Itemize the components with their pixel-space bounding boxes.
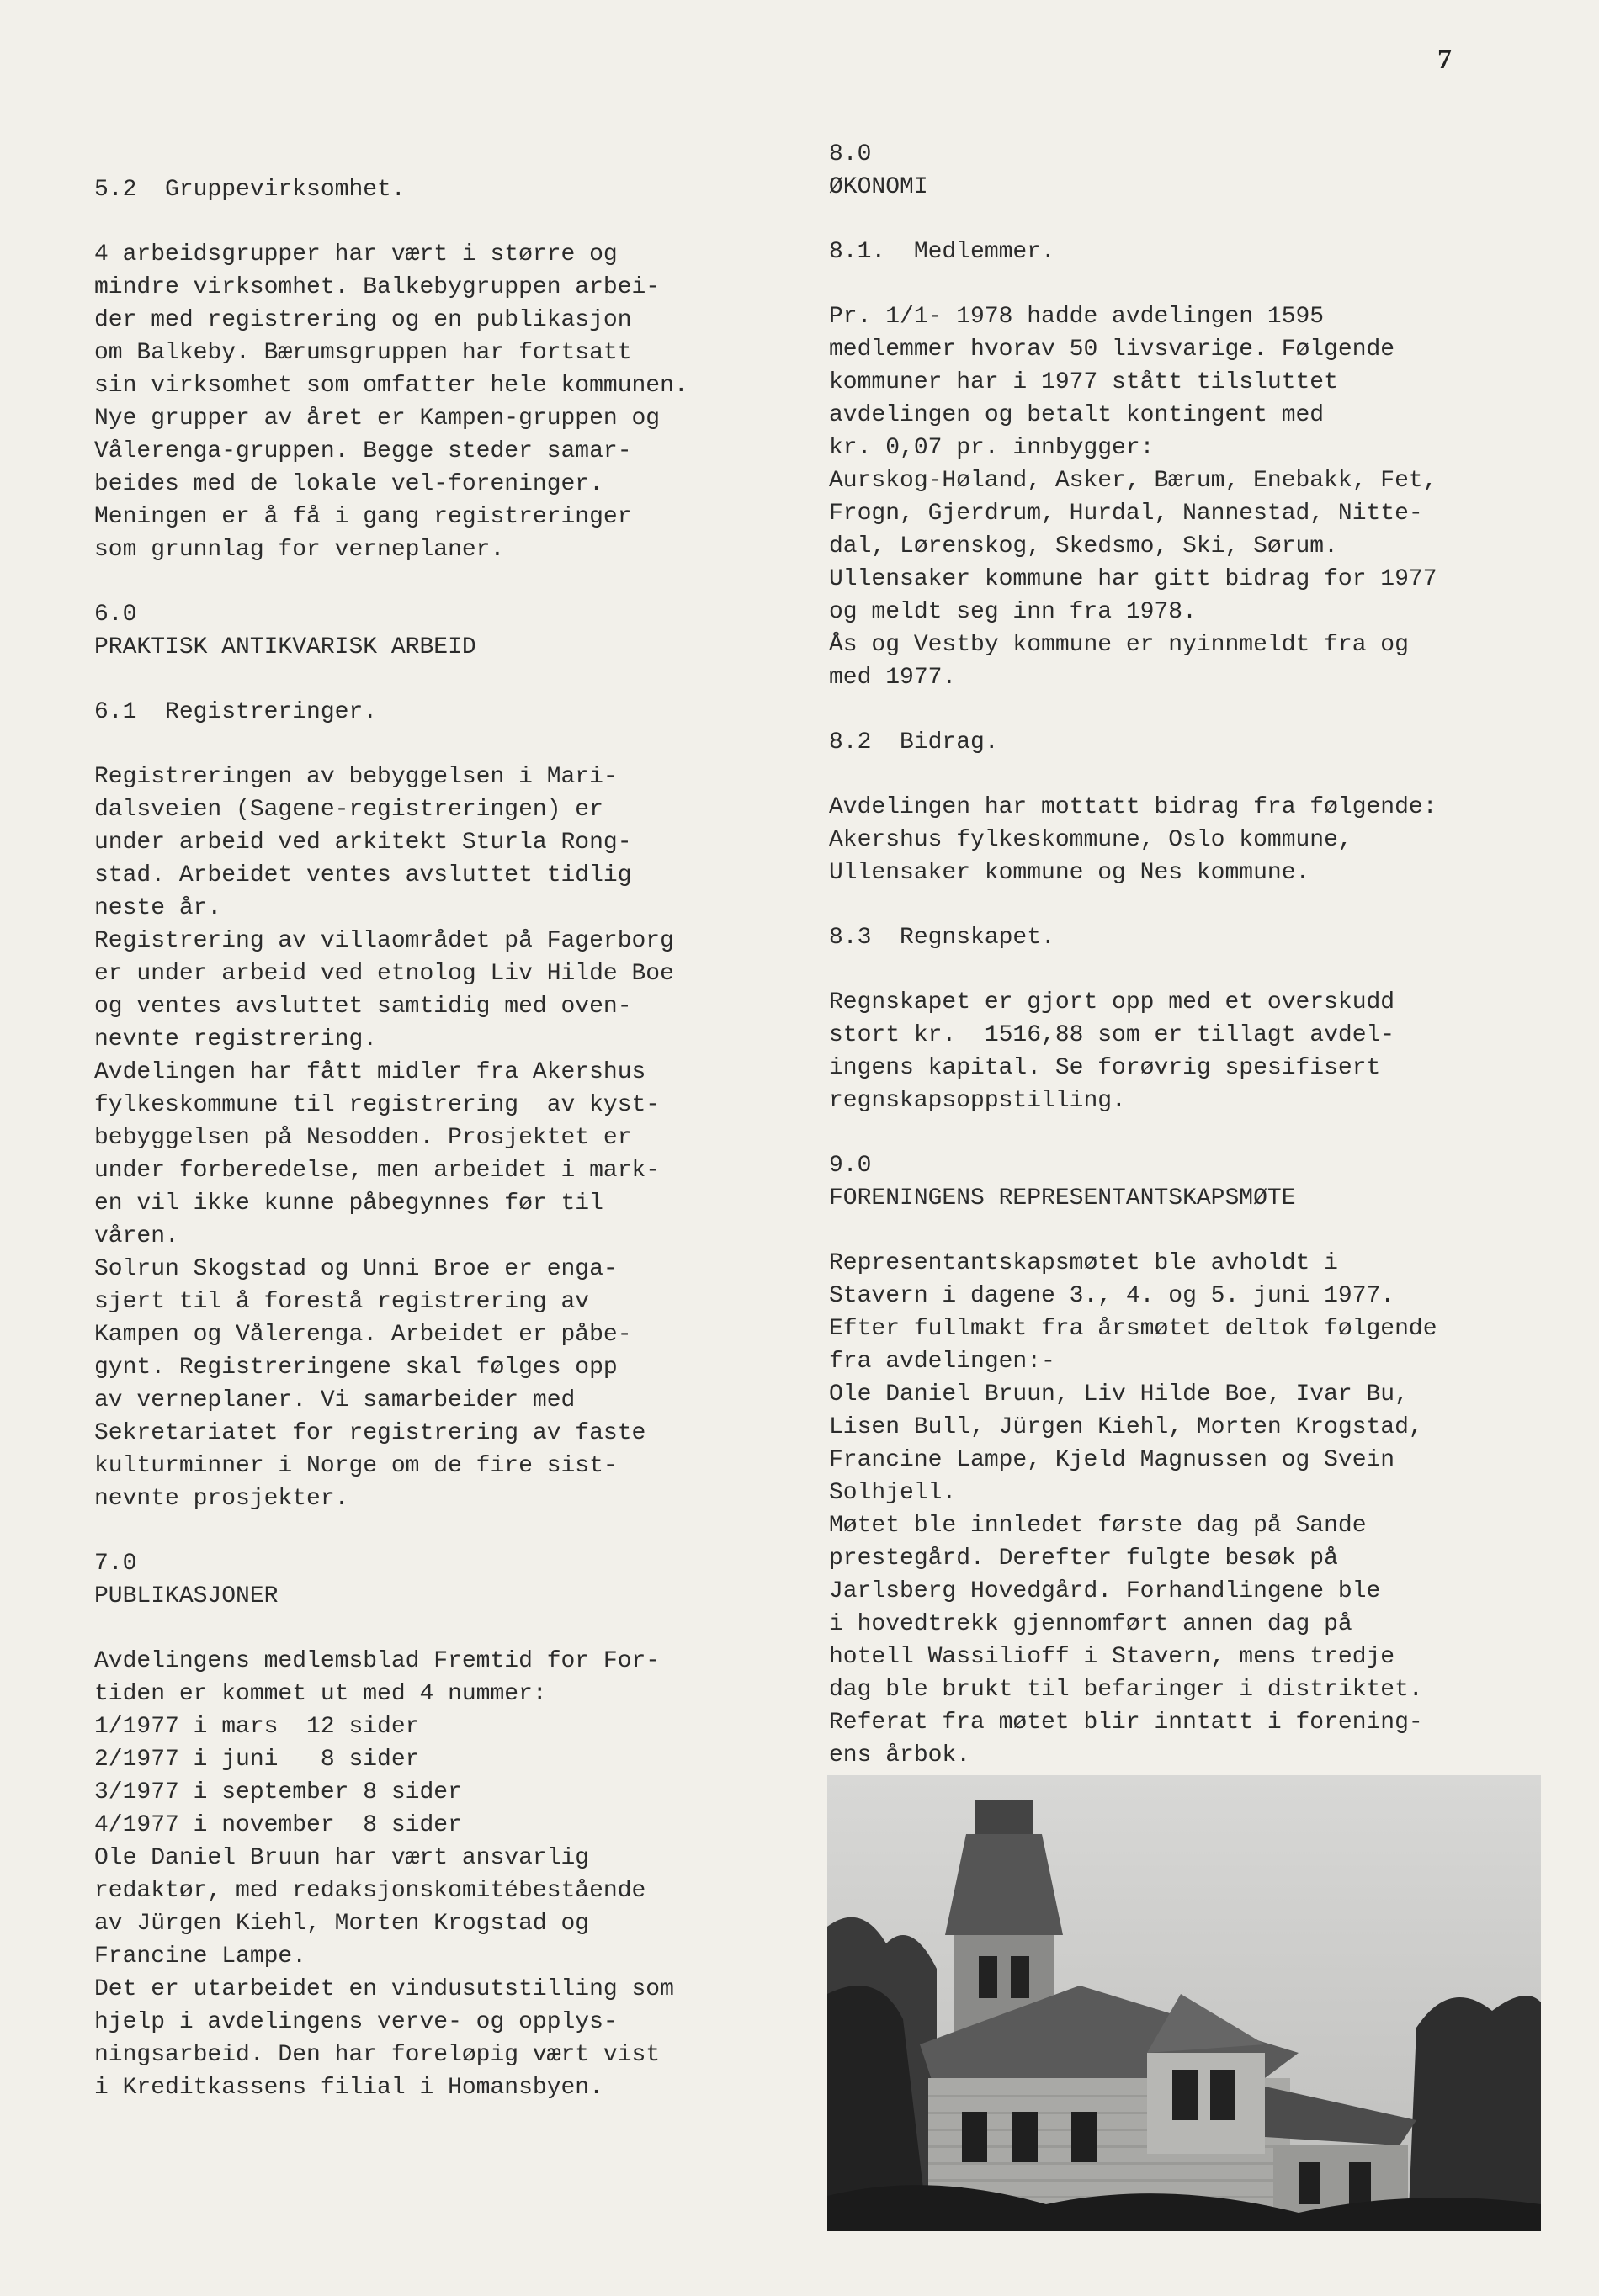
text-line: hjelp i avdelingens verve- og opplys- [94,2009,618,2035]
text-line: 6.0 [94,602,137,628]
text-line: en vil ikke kunne påbegynnes før til [94,1190,603,1217]
paragraph [94,761,810,1515]
text-line: Ullensaker kommune har gitt bidrag for 1977 [829,566,1437,592]
text-line: dag ble brukt til befaringer i distriktet. [829,1677,1423,1703]
text-line: i hovedtrekk gjennomført annen dag på [829,1611,1352,1637]
block-spacer [829,1117,1544,1149]
text-line: Ås og Vestby kommune er nyinnmeldt fra og [829,632,1409,658]
text-line: Francine Lampe. [94,1943,307,1970]
text-line: 9.0 [829,1153,872,1179]
text-line: og meldt seg inn fra 1978. [829,599,1197,625]
text-line: under arbeid ved arkitekt Sturla Rong- [94,830,632,856]
section-heading [94,598,810,664]
section-heading [94,696,810,729]
text-line: Ole Daniel Bruun har vært ansvarlig [94,1845,590,1871]
section-heading [94,173,810,206]
text-line: Solrun Skogstad og Unni Broe er enga- [94,1256,618,1282]
paragraph [94,238,810,566]
text-line: som grunnlag for verneplaner. [94,537,505,563]
house-photograph [827,1775,1541,2231]
text-line: Ullensaker kommune og Nes kommune. [829,860,1310,886]
text-line: 4/1977 i november 8 sider [94,1812,462,1838]
page-number: 7 [1437,44,1452,75]
text-line: ØKONOMI [829,174,928,200]
text-line: Aurskog-Høland, Asker, Bærum, Enebakk, Fet, [829,468,1437,494]
block-spacer [829,268,1544,300]
right-column [829,138,1544,1772]
text-line: Regnskapet er gjort opp med et overskudd [829,989,1395,1015]
text-line: Lisen Bull, Jürgen Kiehl, Morten Krogstad, [829,1414,1423,1440]
text-line: Avdelingen har mottatt bidrag fra følgende: [829,794,1437,820]
text-line: 4 arbeidsgrupper har vært i større og [94,241,618,268]
paragraph [94,1645,810,2104]
text-line: 7.0 [94,1551,137,1577]
text-line: sjert til å forestå registrering av [94,1289,590,1315]
text-line: stad. Arbeidet ventes avsluttet tidlig [94,862,632,888]
section-heading [94,1547,810,1613]
section-heading [829,1149,1544,1215]
block-spacer [829,694,1544,726]
text-line: bebyggelsen på Nesodden. Prosjektet er [94,1125,632,1151]
text-line: neste år. [94,895,222,921]
text-line: kulturminner i Norge om de fire sist- [94,1453,618,1479]
text-line: er under arbeid ved etnolog Liv Hilde Boe [94,961,674,987]
left-column [94,173,810,2104]
text-line: av verneplaner. Vi samarbeider med [94,1387,576,1413]
text-line: redaktør, med redaksjonskomitébestående [94,1878,646,1904]
text-line: Det er utarbeidet en vindusutstilling som [94,1976,674,2002]
text-line: PUBLIKASJONER [94,1583,279,1609]
text-line: 2/1977 i juni 8 sider [94,1747,420,1773]
text-line: Nye grupper av året er Kampen-gruppen og [94,406,661,432]
text-line: Møtet ble innledet første dag på Sande [829,1513,1367,1539]
text-line: tiden er kommet ut med 4 nummer: [94,1681,547,1707]
text-line: Avdelingen har fått midler fra Akershus [94,1059,646,1085]
text-line: med 1977. [829,665,957,691]
text-line: beides med de lokale vel-foreninger. [94,471,603,497]
text-line: nevnte prosjekter. [94,1486,349,1512]
text-line: Meningen er å få i gang registreringer [94,504,632,530]
section-heading [829,236,1544,268]
text-line: av Jürgen Kiehl, Morten Krogstad og [94,1911,590,1937]
text-line: PRAKTISK ANTIKVARISK ARBEID [94,634,476,660]
text-line: 8.1. Medlemmer. [829,239,1055,265]
block-spacer [94,729,810,761]
text-line: 1/1977 i mars 12 sider [94,1714,420,1740]
text-line: stort kr. 1516,88 som er tillagt avdel- [829,1022,1395,1048]
block-spacer [94,206,810,238]
text-line: fylkeskommune til registrering av kyst- [94,1092,661,1118]
block-spacer [829,204,1544,236]
text-line: mindre virksomhet. Balkebygruppen arbei- [94,274,661,300]
text-line: Jarlsberg Hovedgård. Forhandlingene ble [829,1578,1381,1604]
text-line: Solhjell. [829,1480,957,1506]
text-line: Francine Lampe, Kjeld Magnussen og Svein [829,1447,1395,1473]
text-line: under forberedelse, men arbeidet i mark- [94,1158,661,1184]
block-spacer [94,566,810,598]
text-line: 6.1 Registreringer. [94,699,378,725]
text-line: Referat fra møtet blir inntatt i forening- [829,1710,1423,1736]
text-line: 8.2 Bidrag. [829,729,999,756]
section-heading [829,726,1544,759]
text-line: i Kreditkassens filial i Homansbyen. [94,2075,603,2101]
paragraph [829,1247,1544,1772]
section-heading [829,138,1544,204]
text-line: Registrering av villaområdet på Fagerborg [94,928,674,954]
text-line: Akershus fylkeskommune, Oslo kommune, [829,827,1352,853]
text-line: der med registrering og en publikasjon [94,307,632,333]
block-spacer [829,954,1544,986]
block-spacer [829,1215,1544,1247]
text-line: Pr. 1/1- 1978 hadde avdelingen 1595 [829,304,1325,330]
text-line: Ole Daniel Bruun, Liv Hilde Boe, Ivar Bu, [829,1381,1409,1408]
paragraph [829,986,1544,1117]
paragraph [829,300,1544,694]
text-line: kommuner har i 1977 stått tilsluttet [829,369,1338,395]
text-line: gynt. Registreringene skal følges opp [94,1355,618,1381]
text-line: våren. [94,1223,179,1249]
section-heading [829,921,1544,954]
text-line: kr. 0,07 pr. innbygger: [829,435,1155,461]
text-line: nevnte registrering. [94,1026,378,1053]
block-spacer [829,889,1544,921]
text-line: ningsarbeid. Den har foreløpig vært vist [94,2042,661,2068]
text-line: avdelingen og betalt kontingent med [829,402,1325,428]
text-line: 5.2 Gruppevirksomhet. [94,177,406,203]
text-line: Efter fullmakt fra årsmøtet deltok følgende [829,1316,1437,1342]
text-line: dalsveien (Sagene-registreringen) er [94,797,603,823]
text-line: Vålerenga-gruppen. Begge steder samar- [94,438,632,464]
text-line: Kampen og Vålerenga. Arbeidet er påbe- [94,1322,632,1348]
text-line: prestegård. Derefter fulgte besøk på [829,1546,1338,1572]
text-line: om Balkeby. Bærumsgruppen har fortsatt [94,340,632,366]
text-line: og ventes avsluttet samtidig med oven- [94,994,632,1020]
text-line: medlemmer hvorav 50 livsvarige. Følgende [829,337,1395,363]
block-spacer [94,1515,810,1547]
text-line: dal, Lørenskog, Skedsmo, Ski, Sørum. [829,533,1338,559]
block-spacer [829,759,1544,791]
text-line: 8.0 [829,141,872,167]
text-line: ens årbok. [829,1742,971,1768]
text-line: Sekretariatet for registrering av faste [94,1420,646,1446]
text-line: hotell Wassilioff i Stavern, mens tredje [829,1644,1395,1670]
text-line: Registreringen av bebyggelsen i Mari- [94,764,618,790]
text-line: FORENINGENS REPRESENTANTSKAPSMØTE [829,1185,1296,1212]
text-line: Avdelingens medlemsblad Fremtid for For- [94,1648,661,1674]
text-line: regnskapsoppstilling. [829,1088,1126,1114]
block-spacer [94,664,810,696]
text-line: ingens kapital. Se forøvrig spesifisert [829,1055,1381,1081]
text-line: 8.3 Regnskapet. [829,925,1055,951]
text-line: sin virksomhet som omfatter hele kommunen. [94,373,688,399]
paragraph [829,791,1544,889]
text-line: fra avdelingen:- [829,1349,1055,1375]
block-spacer [94,1613,810,1645]
house-photograph-image [827,1775,1541,2231]
text-line: Stavern i dagene 3., 4. og 5. juni 1977. [829,1283,1395,1309]
text-line: 3/1977 i september 8 sider [94,1779,462,1806]
text-line: Frogn, Gjerdrum, Hurdal, Nannestad, Nitte- [829,501,1423,527]
text-line: Representantskapsmøtet ble avholdt i [829,1250,1338,1276]
